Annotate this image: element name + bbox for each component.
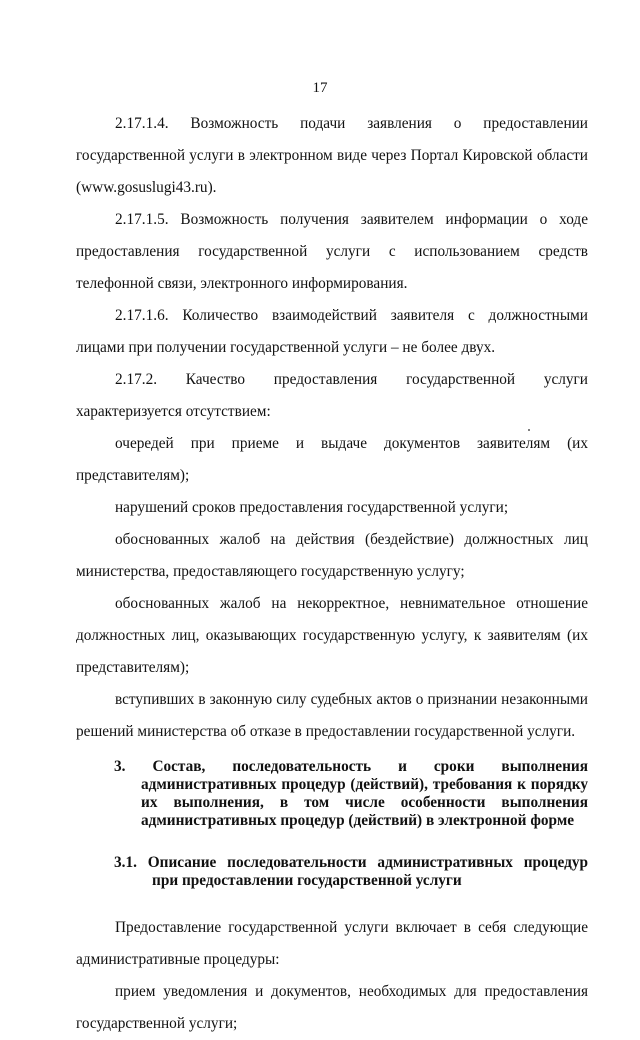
list-item-receipt: прием уведомления и документов, необходимых для предоставления государственной услуги;: [76, 983, 588, 1032]
list-item-complaints-actions: обоснованных жалоб на действия (бездействие) должностных лиц министерства, предоставляющего государственную услугу;: [76, 531, 588, 580]
page-number: 17: [312, 80, 328, 96]
list-item-queues: очередей при приеме и выдаче документов заявителям (их представителям);: [76, 435, 588, 484]
section-heading-3: [76, 758, 588, 830]
list-item-court-acts: вступивших в законную силу судебных актов о признании незаконными решений министерства об отказе в предоставлении государственной услуги.: [76, 691, 588, 740]
section-heading-3-1-text: 3.1. Описание последовательности административных процедур при предоставлении государственной услуги: [114, 854, 588, 889]
list-item-complaints-attitude: обоснованных жалоб на некорректное, невнимательное отношение должностных лиц, оказывающих государственную услугу, к заявителям (их представителям);: [76, 595, 588, 676]
list-item-deadlines: нарушений сроков предоставления государственной услуги;: [115, 499, 509, 516]
paragraph-2-17-2: 2.17.2. Качество предоставления государственной услуги характеризуется отсутствием:: [76, 371, 588, 420]
section-heading-3-1: [76, 854, 588, 890]
document-body: [76, 108, 588, 1040]
scan-speck: [528, 429, 530, 431]
paragraph-2-17-1-5: 2.17.1.5. Возможность получения заявителем информации о ходе предоставления государственной услуги с использованием средств телефонной связи, электронного информирования.: [76, 211, 588, 292]
section-heading-3-text: 3. Состав, последовательность и сроки выполнения административных процедур (действий), требования к порядку их выполнения, в том числе особенности выполнения административных процедур (действий) в электронной форме: [114, 758, 588, 829]
paragraph-procedures-intro: Предоставление государственной услуги включает в себя следующие административные процедуры:: [76, 919, 588, 968]
paragraph-2-17-1-4: 2.17.1.4. Возможность подачи заявления о предоставлении государственной услуги в электронном виде через Портал Кировской области (www.gosuslugi43.ru).: [76, 115, 588, 196]
paragraph-2-17-1-6: 2.17.1.6. Количество взаимодействий заявителя с должностными лицами при получении государственной услуги – не более двух.: [76, 307, 588, 356]
